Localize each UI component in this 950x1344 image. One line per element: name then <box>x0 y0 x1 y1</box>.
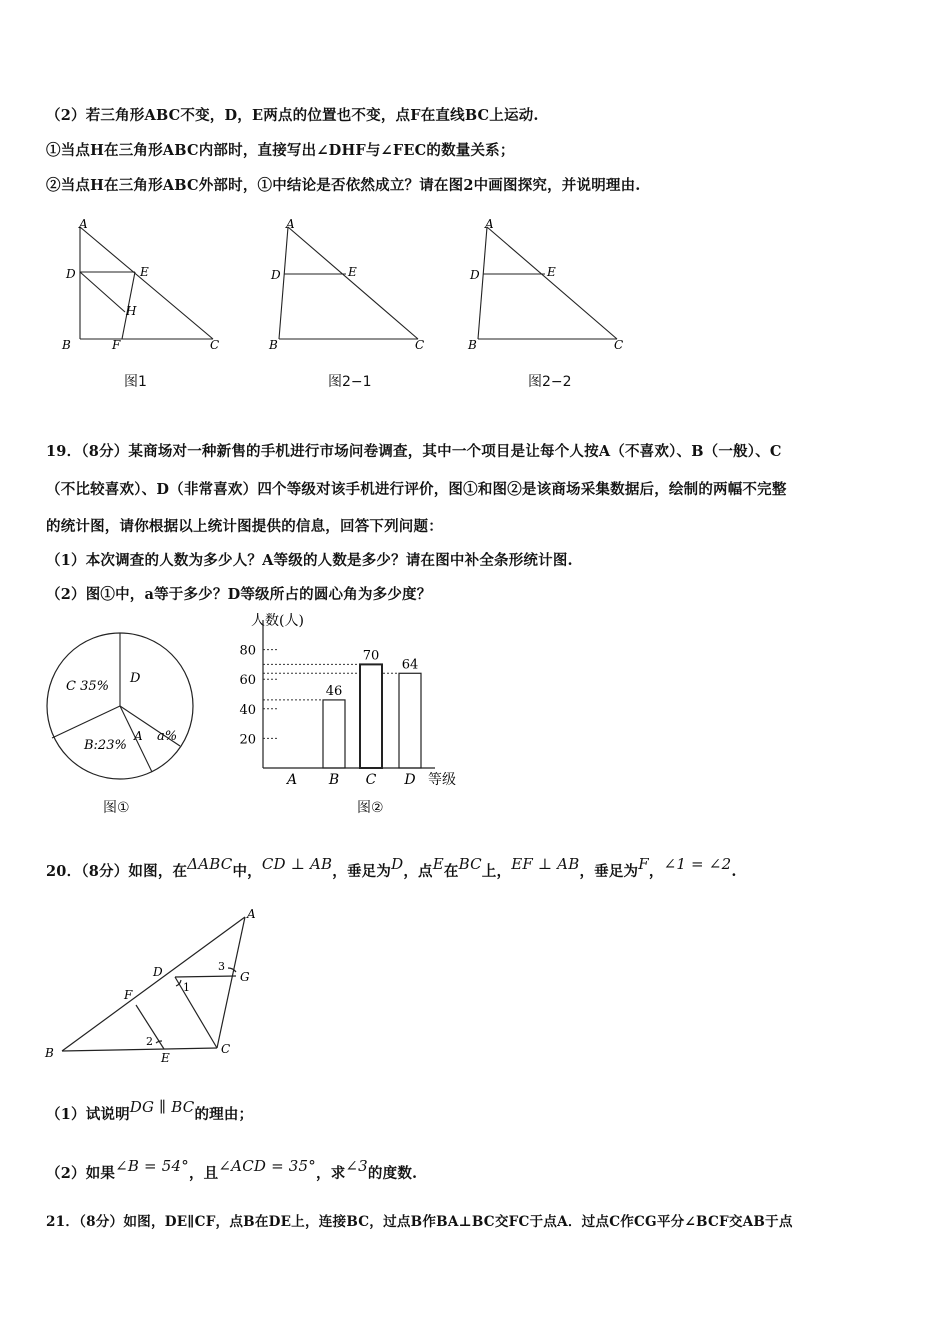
q20-fig-3: 3 <box>218 960 225 973</box>
q20-part2-lead: （2）如果 <box>46 1165 116 1182</box>
fig22-label-b: B <box>468 338 477 352</box>
q19-part-2: （2）图①中，a等于多少？D等级所占的圆心角为多少度？ <box>46 586 432 603</box>
q20-angle-3: ∠3 <box>345 1157 368 1175</box>
fig21-label-e: E <box>348 265 357 279</box>
fig1-label-a: A <box>79 217 88 231</box>
q20-on: 上， <box>481 863 512 880</box>
q20-fig-f: F <box>124 988 133 1002</box>
bar-ytick-label: 80 <box>239 643 256 659</box>
bar-value-label: 64 <box>401 657 419 673</box>
bar-ytick-label: 60 <box>239 673 256 689</box>
pie-label-c: C 35% <box>66 679 109 694</box>
q20-lead: 20．（8分）如图，在 <box>46 863 188 880</box>
q20-f: F <box>638 855 649 873</box>
q20-fig-c: C <box>221 1042 231 1056</box>
q20-abc: ΔABC <box>187 855 233 873</box>
q20-mid: 中， <box>232 863 262 880</box>
q20-fig-2: 2 <box>146 1035 153 1048</box>
pie-label-a-percent: a% <box>157 729 178 744</box>
bar-category-label: D <box>404 772 416 788</box>
fig22-label-d: D <box>470 268 480 282</box>
q20-fig-1: 1 <box>183 981 190 994</box>
fig22-label-e: E <box>547 265 556 279</box>
bar-d <box>399 673 421 768</box>
pie-label-b: B:23% <box>84 738 127 753</box>
q20-angle-acd: ∠ACD = 35° <box>218 1157 316 1175</box>
q18-figure-2-2 <box>461 212 636 362</box>
q20-point: ，点 <box>403 863 433 880</box>
bar-ytick-label: 20 <box>239 732 256 748</box>
q20-fig-e: E <box>161 1051 170 1065</box>
pie-chart <box>40 628 200 788</box>
q20-dg-bc: DG ∥ BC <box>129 1098 195 1116</box>
bar-b <box>323 700 345 768</box>
q20-part1-tail: 的理由； <box>194 1106 254 1123</box>
q20-fig-a: A <box>247 907 256 921</box>
q18-part2-item2: ②当点H在三角形ABC外部时，①中结论是否依然成立？请在图2中画图探究，并说明理由. <box>46 177 641 194</box>
q20-and: ，且 <box>188 1165 219 1182</box>
q21-line-1: 21．（8分）如图，DE∥CF，点B在DE上，连接BC，过点B作BA⊥BC交FC于点A．过点C作CG平分∠BCF交AB于点 <box>46 1214 793 1230</box>
q20-fig-b: B <box>45 1046 54 1060</box>
q20-fig-g: G <box>240 970 250 984</box>
q18-figure-1 <box>55 212 230 362</box>
q20-figure <box>40 900 270 1070</box>
bar-value-label: 46 <box>325 683 343 699</box>
fig22-caption: 图2−2 <box>528 374 572 390</box>
fig1-label-c: C <box>210 338 220 352</box>
q20-d: D <box>391 855 404 873</box>
bar-caption: 图② <box>357 800 384 816</box>
fig1-label-f: F <box>112 338 121 352</box>
pie-caption: 图① <box>103 800 130 816</box>
q20-statement <box>46 855 737 881</box>
q20-foot2: ，垂足为 <box>579 863 639 880</box>
q20-ask: ，求 <box>316 1165 346 1182</box>
bar-ylabel: 人数(人) <box>251 613 304 629</box>
q19-line-2: （不比较喜欢）、D（非常喜欢）四个等级对该手机进行评价，图①和图②是该商场采集数据后，绘制的两幅不完整 <box>46 481 787 498</box>
q20-period: . <box>731 863 737 880</box>
bar-c <box>360 664 382 768</box>
q19-line-1: 19．（8分）某商场对一种新售的手机进行市场问卷调查，其中一个项目是让每个人按A（不喜欢）、B（一般）、C <box>46 443 782 460</box>
bar-value-label: 70 <box>362 648 380 664</box>
bar-category-label: C <box>365 772 377 788</box>
fig21-label-a: A <box>286 217 295 231</box>
q20-part1-lead: （1）试说明 <box>46 1106 130 1123</box>
bar-chart <box>225 608 470 813</box>
q20-comma: ， <box>648 863 664 880</box>
q20-at: 在 <box>443 863 459 880</box>
q20-ef-ab: EF ⊥ AB <box>511 855 580 873</box>
bar-xlabel: 等级 <box>428 772 456 788</box>
fig21-caption: 图2−1 <box>328 374 372 390</box>
fig1-label-e: E <box>140 265 149 279</box>
bar-category-label: B <box>328 772 340 788</box>
q18-part2-item1: ①当点H在三角形ABC内部时，直接写出∠DHF与∠FEC的数量关系； <box>46 142 515 159</box>
q20-part2-tail: 的度数. <box>367 1165 418 1182</box>
fig1-label-d: D <box>66 267 76 281</box>
q20-bc: BC <box>458 855 482 873</box>
bar-category-label: A <box>286 772 298 788</box>
fig1-caption: 图1 <box>124 374 147 390</box>
q20-part-2 <box>46 1157 418 1183</box>
q18-figure-2-1 <box>262 212 437 362</box>
fig21-label-c: C <box>415 338 425 352</box>
pie-label-a: A <box>134 729 143 743</box>
fig22-label-c: C <box>614 338 624 352</box>
q18-part2-intro: （2）若三角形ABC不变，D，E两点的位置也不变，点F在直线BC上运动. <box>46 107 539 124</box>
fig22-label-a: A <box>485 217 494 231</box>
q20-cd-ab: CD ⊥ AB <box>261 855 333 873</box>
bar-ytick-label: 40 <box>239 702 256 718</box>
fig21-label-b: B <box>269 338 278 352</box>
q20-angle-b: ∠B = 54° <box>115 1157 189 1175</box>
q20-e: E <box>432 855 444 873</box>
q20-fig-d: D <box>153 965 163 979</box>
q19-part-1: （1）本次调查的人数为多少人？A等级的人数是多少？请在图中补全条形统计图. <box>46 552 573 569</box>
pie-label-d: D <box>130 671 141 686</box>
fig1-label-h: H <box>126 304 137 318</box>
fig21-label-d: D <box>271 268 281 282</box>
q20-angles: ∠1 = ∠2 <box>663 855 732 873</box>
fig1-label-b: B <box>62 338 71 352</box>
q19-line-3: 的统计图，请你根据以上统计图提供的信息，回答下列问题： <box>46 518 443 535</box>
q20-foot1: ，垂足为 <box>332 863 392 880</box>
q20-part-1 <box>46 1098 254 1124</box>
